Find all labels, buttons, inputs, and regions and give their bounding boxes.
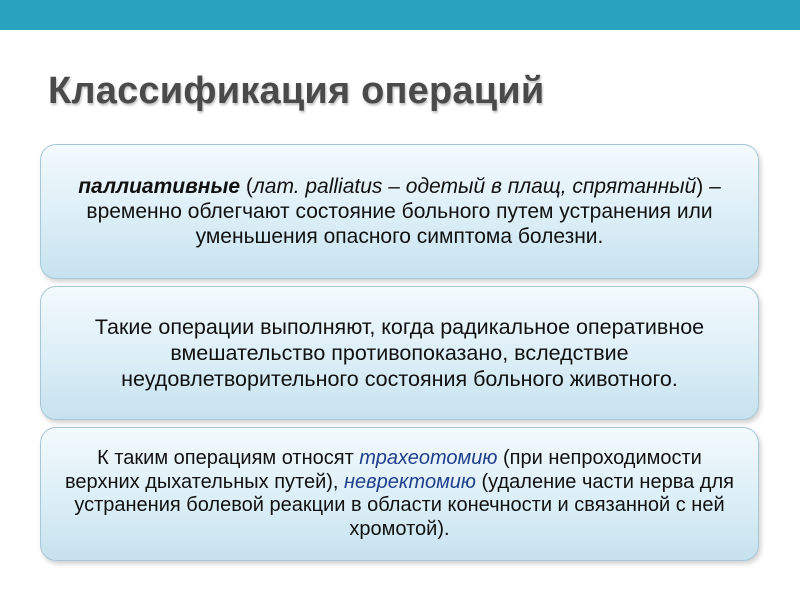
term-neurectomy: невректомию	[344, 470, 476, 493]
tracheotomy-explanation: (при непроходимости верхних дыхательных путей),	[65, 447, 702, 493]
info-box-examples	[40, 427, 759, 561]
slide-title: Классификация операций	[48, 70, 545, 112]
info-box-indications	[40, 286, 759, 420]
indications-text: Такие операции выполняют, когда радикальное оперативное вмешательство противопоказано, вследствие неудовлетворительного состояния больного животного.	[94, 315, 705, 391]
palliative-definition-text	[59, 174, 740, 249]
open-paren: (	[240, 175, 253, 198]
top-accent-bar	[0, 0, 800, 30]
neurectomy-explanation: (удаление части нерва для устранения болевой реакции в области конечности и связанной с ней хромотой).	[74, 470, 734, 540]
close-paren: )	[696, 175, 704, 198]
info-box-palliative-definition	[40, 144, 759, 279]
term-tracheotomy: трахеотомию	[359, 447, 498, 469]
latin-etymology: лат. palliatus – одетый в плащ, спрятанный	[252, 175, 697, 198]
examples-intro: К таким операциям относят	[97, 447, 360, 469]
palliative-definition-rest: – временно облегчают состояние больного путем устранения или уменьшения опасного симптома болезни.	[86, 175, 721, 248]
examples-text	[59, 447, 740, 541]
palliative-term: паллиативные	[78, 175, 241, 198]
